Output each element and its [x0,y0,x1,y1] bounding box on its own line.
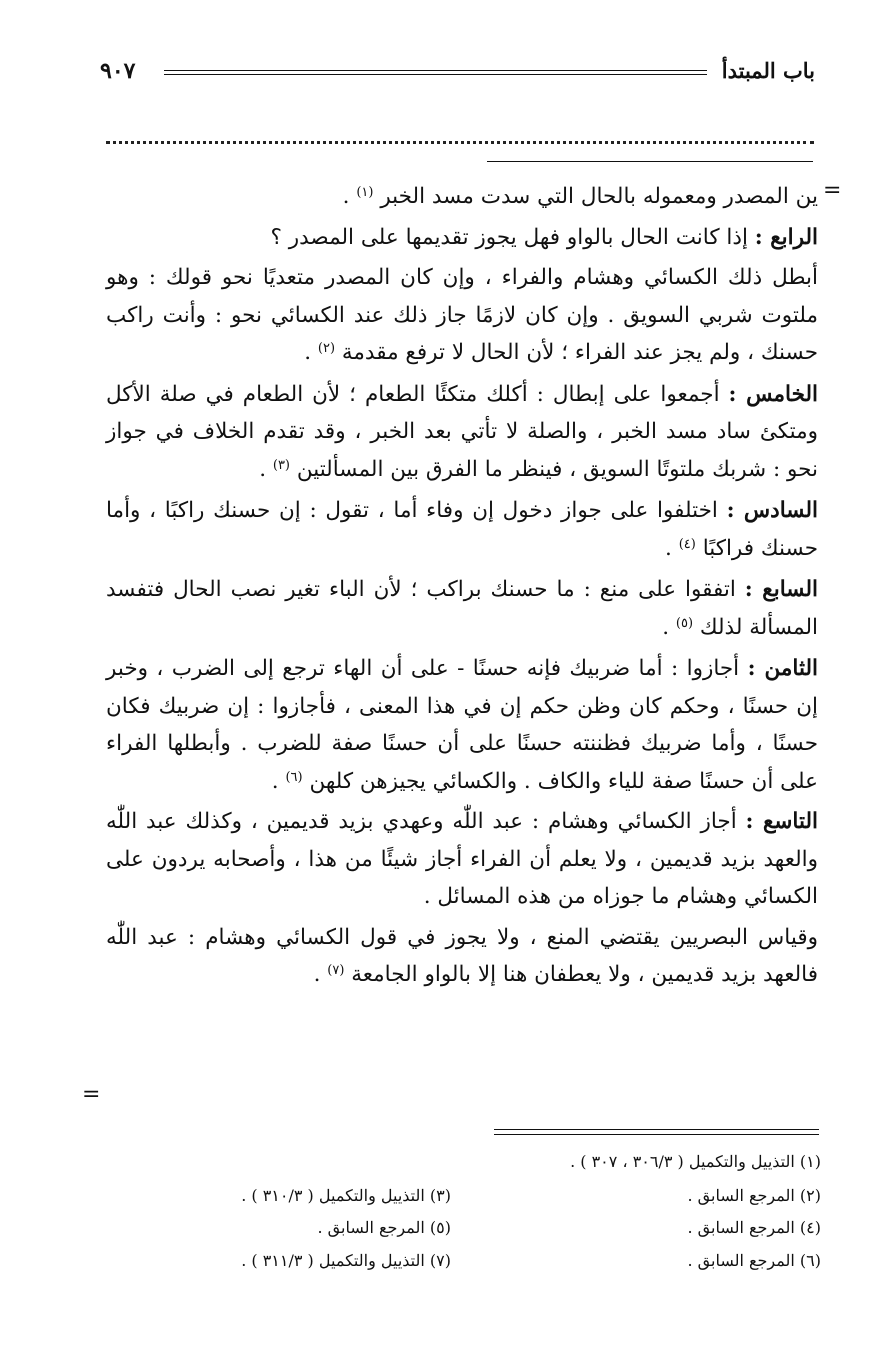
paragraph-lead: الخامس : [728,381,818,407]
paragraph-text: وقياس البصريين يقتضي المنع ، ولا يجوز في قول الكسائي وهشام : عبد اللّٰه فالعهد بزيد قديمين ، ولا يعطفان هنا إلا بالواو الجامعة [106,924,818,987]
footnote-2: (٢) المرجع السابق . [687,1186,821,1205]
paragraph-tail: . [313,962,328,987]
paragraph-text: اختلفوا على جواز دخول إن وفاء أما ، تقول : إن حسنك راكبًا ، وأما حسنك فراكبًا [106,498,818,561]
paragraph-tail: . [271,768,286,794]
paragraph-tail: . [259,456,273,482]
paragraph-tail: . [662,614,676,640]
footnote-3: (٣) التذييل والتكميل ( ٣١٠/٣ ) . [241,1186,451,1205]
footnote-6: (٦) المرجع السابق . [687,1251,821,1270]
footnote-7: (٧) التذييل والتكميل ( ٣١١/٣ ) . [241,1251,451,1270]
continuation-marker-top: = [823,178,842,203]
page-header [100,58,815,92]
footnote-4: (٤) المرجع السابق . [687,1218,821,1237]
paragraph [106,650,818,800]
footnote-ref: (٣) [272,457,290,473]
footnote-1: (١) التذييل والتكميل ( ٣٠٦/٣ ، ٣٠٧ ) . [570,1152,821,1171]
paragraph-text: أجمعوا على إبطال : أكلك متكئًا الطعام ؛ لأن الطعام في صلة الأكل ومتكئ ساد مسد الخبر ، والصلة لا تأتي بعد الخبر ، وقد تقدم الخلاف في جواز نحو : شربك ملتوتًا السويق ، فينظر ما الفرق بين المسألتين [106,381,819,482]
paragraph-text: أجازوا : أما ضربيك فإنه حسنًا - على أن الهاء ترجع إلى الضرب ، وخبر إن حسنًا ، وحكم كان وظن حكم إن في هذا المعنى ، فأجازوا : إن ضربيك فكان حسنًا ، وأما ضربيك فظننته حسنًا على أن حسنًا صفة للضرب . وأبطلها الفراء على أن حسنًا صفة للياء والكاف . والكسائي يجيزهن كلهن [106,656,818,794]
paragraph-tail: . [304,340,318,365]
page-number: ٩٠٧ [100,58,136,84]
paragraph [106,178,818,216]
paragraph-text: ين المصدر ومعموله بالحال التي سدت مسد الخبر [380,184,818,209]
paragraph-lead: السادس : [726,498,818,523]
continuation-marker-bottom: = [82,1082,101,1107]
paragraph [106,571,818,646]
paragraph [106,259,818,372]
paragraph-lead: السابع : [744,577,818,602]
footnote-ref: (١) [356,185,374,200]
section-rule [487,161,813,162]
paragraph-lead: الثامن : [747,656,818,681]
main-text [106,178,818,997]
footnote-ref: (٢) [317,341,336,356]
dotted-divider [106,141,814,144]
footnote-rule [494,1129,819,1135]
footnote-ref: (٧) [327,963,345,978]
paragraph [106,376,818,489]
chapter-title: باب المبتدأ [721,58,815,83]
paragraph-text: اتفقوا على منع : ما حسنك براكب ؛ لأن الباء تغير نصب الحال فتفسد المسألة لذلك [106,577,818,640]
paragraph [106,219,818,257]
paragraph [106,803,818,916]
paragraph-lead: الرابع : [754,224,818,250]
paragraph-tail: . [342,184,357,209]
paragraph-text: أجاز الكسائي وهشام : عبد اللّٰه وعهدي بزيد قديمين ، وكذلك عبد اللّٰه والعهد بزيد قديمين ، ولا يعلم أن الفراء أجاز شيئًا من هذا ، وأصحابه يردون على الكسائي وهشام ما جوزاه من هذه المسائل . [106,809,818,909]
paragraph [106,919,818,994]
paragraph-lead: التاسع : [745,809,818,834]
footnote-ref: (٦) [285,769,303,785]
paragraph-tail: . [665,535,679,561]
footnote-ref: (٥) [675,615,694,631]
paragraph [106,492,818,567]
paragraph-text: إذا كانت الحال بالواو فهل يجوز تقديمها على المصدر ؟ [270,224,755,250]
footnote-ref: (٤) [678,536,696,552]
header-rule [164,70,707,75]
paragraph-text: أبطل ذلك الكسائي وهشام والفراء ، وإن كان المصدر متعديًا نحو قولك : وهو ملتوت شربي السويق . وإن كان لازمًا جاز ذلك عند الكسائي نحو : وأنت راكب حسنك ، ولم يجز عند الفراء ؛ لأن الحال لا ترفع مقدمة [106,265,818,365]
footnote-5: (٥) المرجع السابق . [317,1218,451,1237]
